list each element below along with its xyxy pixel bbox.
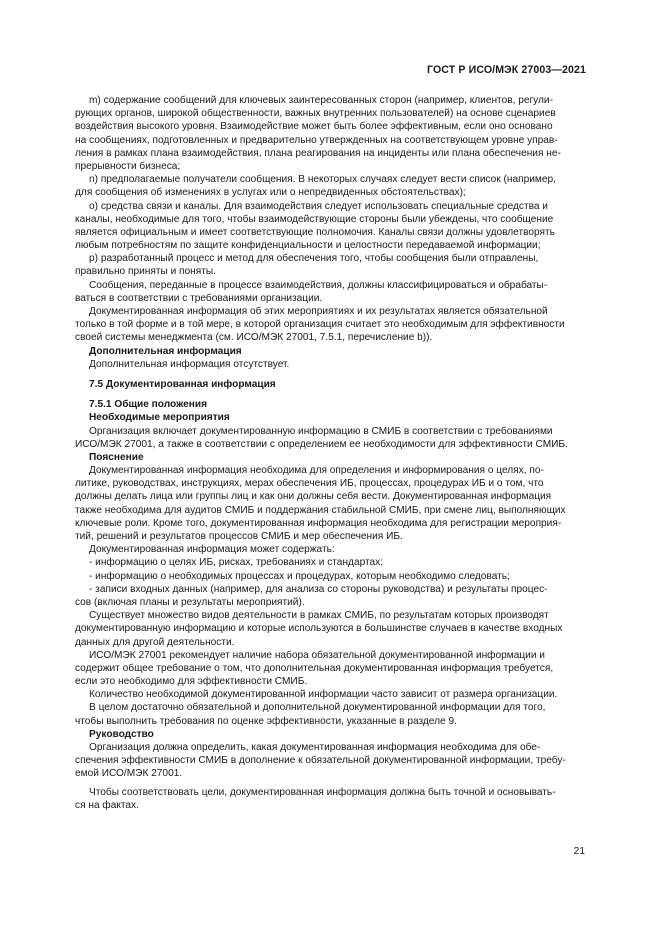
list-item: - информацию о целях ИБ, рисках, требованиях и стандартах; [89,557,384,569]
text-line: емой ИСО/МЭК 27001. [75,768,183,780]
text-line: ся на фактах. [75,799,139,811]
text-line: Документированная информация об этих мероприятиях и их результатах является обязательной [89,306,548,317]
text-line: прерывности бизнеса; [75,160,181,172]
text-line: также необходима для аудитов СМИБ и поддержания стабильной СМИБ, при смене лиц, выполняющих [75,504,566,516]
page-number: 21 [573,846,585,857]
text-line: Организация включает документированную информацию в СМИБ в соответствии с требованиями [89,425,553,437]
text-line: тий, решений и результатов процессов СМИБ и мер обеспечения ИБ. [75,531,403,542]
text-line: Организация должна определить, какая документированная информация необходима для обе- [89,742,541,753]
text-line: воздействия высокого уровня. Взаимодействие может быть более эффективным, если оно основано [75,121,553,133]
page-body [75,94,585,812]
subheading-guidance: Руководство [89,728,154,740]
list-item: - записи входных данных (например, для анализа со стороны руководства) и результаты процес- [89,583,548,595]
subheading-explanation: Пояснение [89,451,144,463]
text-line: ления в рамках плана взаимодействия, плана реагирования на инциденты или плана обеспечения не- [75,147,561,159]
text-line: p) разработанный процесс и метод для обеспечения того, чтобы сообщения были отправлены, [89,253,539,265]
text-line: ключевые роли. Кроме того, документированная информация необходима для регистрации мероприя- [75,517,562,529]
text-line: должны делать лица или группы лиц и как они должны себя вести. Документированная информация [75,491,552,503]
text-line: литике, руководствах, инструкциях, мерах обеспечения ИБ, процессах, процедурах ИБ и о том, что [75,478,544,490]
text-line: данных для другой деятельности. [75,636,235,648]
text-line: только в той форме и в той мере, в которой организация считает это необходимым для эффективности [75,319,565,331]
text-line: рующих органов, широкой общественности, важных внутренних пользователей) на основе сценариев [75,108,556,120]
text-line: каналы, необходимые для того, чтобы взаимодействующие стороны были убеждены, что сообщение [75,213,554,225]
text-line: Существует множество видов деятельности в рамках СМИБ, по результатам которых производят [89,610,549,622]
section-heading-7-5-1: 7.5.1 Общие положения [89,399,207,411]
text-line: Количество необходимой документированной информации часто зависит от размера организации. [89,689,558,701]
text-line: Документированная информация необходима для определения и информирования о целях, по- [89,465,544,477]
section-heading-7-5: 7.5 Документированная информация [89,378,276,390]
text-line: ИСО/МЭК 27001 рекомендует наличие набора обязательной документированной информации и [89,649,545,661]
text-line: правильно приняты и поняты. [75,266,216,278]
text-line: любым потребностям по защите конфиденциальности и целостности передаваемой информации; [75,240,541,252]
subheading-required-activities: Необходимые мероприятия [89,412,230,424]
text-line: o) средства связи и каналы. Для взаимодействия следует использовать специальные средства и [89,200,548,212]
subheading-additional-info: Дополнительная информация [89,345,242,357]
list-item: - информацию о необходимых процессах и процедурах, которым необходимо следовать; [89,570,510,582]
text-line: Чтобы соответствовать цели, документированная информация должна быть точной и основывать- [89,786,556,798]
text-line: Документированная информация может содержать: [89,544,335,556]
text-line: на сообщениях, подготовленных и предварительно утвержденных на соответствующем уровне управ- [75,134,558,146]
document-header: ГОСТ Р ИСО/МЭК 27003—2021 [427,64,586,76]
text-line: сов (включая планы и результаты мероприятий). [75,596,305,608]
text-line: спечения эффективности СМИБ в дополнение к обязательной документированной информации, требу- [75,755,566,767]
text-line: n) предполагаемые получатели сообщения. В некоторых случаях следует вести список (например, [89,174,556,186]
text-line: чтобы выполнить требования по оценке эффективности, указанные в разделе 9. [75,715,457,727]
text-line: В целом достаточно обязательной и дополнительной документированной информации для того, [89,702,546,714]
text-line: Сообщения, переданные в процессе взаимодействия, должны классифицироваться и обрабаты- [89,279,548,291]
text-line: своей системы менеджмента (см. ИСО/МЭК 27001, 7.5.1, перечисление b)). [75,332,433,344]
text-line: Дополнительная информация отсутствует. [89,358,290,370]
text-line: ИСО/МЭК 27001, а также в соответствии с определением ее необходимости для эффективности СМИБ. [75,438,568,450]
text-line: для сообщения об изменениях в услугах или о непредвиденных обстоятельствах); [75,187,466,199]
text-line: является официальным и имеет соответствующие полномочия. Каналы связи должны удовлетворять [75,226,555,238]
text-line: ваться в соответствии с требованиями организации. [75,292,323,304]
text-line: документированную информацию и которые используются в большинстве случаев в качестве входных [75,623,563,635]
text-line: содержит общее требование о том, что дополнительная документированная информация требуется, [75,662,554,674]
text-line: если это необходимо для эффективности СМИБ. [75,676,308,688]
text-line: m) содержание сообщений для ключевых заинтересованных сторон (например, клиентов, регули- [89,95,553,106]
